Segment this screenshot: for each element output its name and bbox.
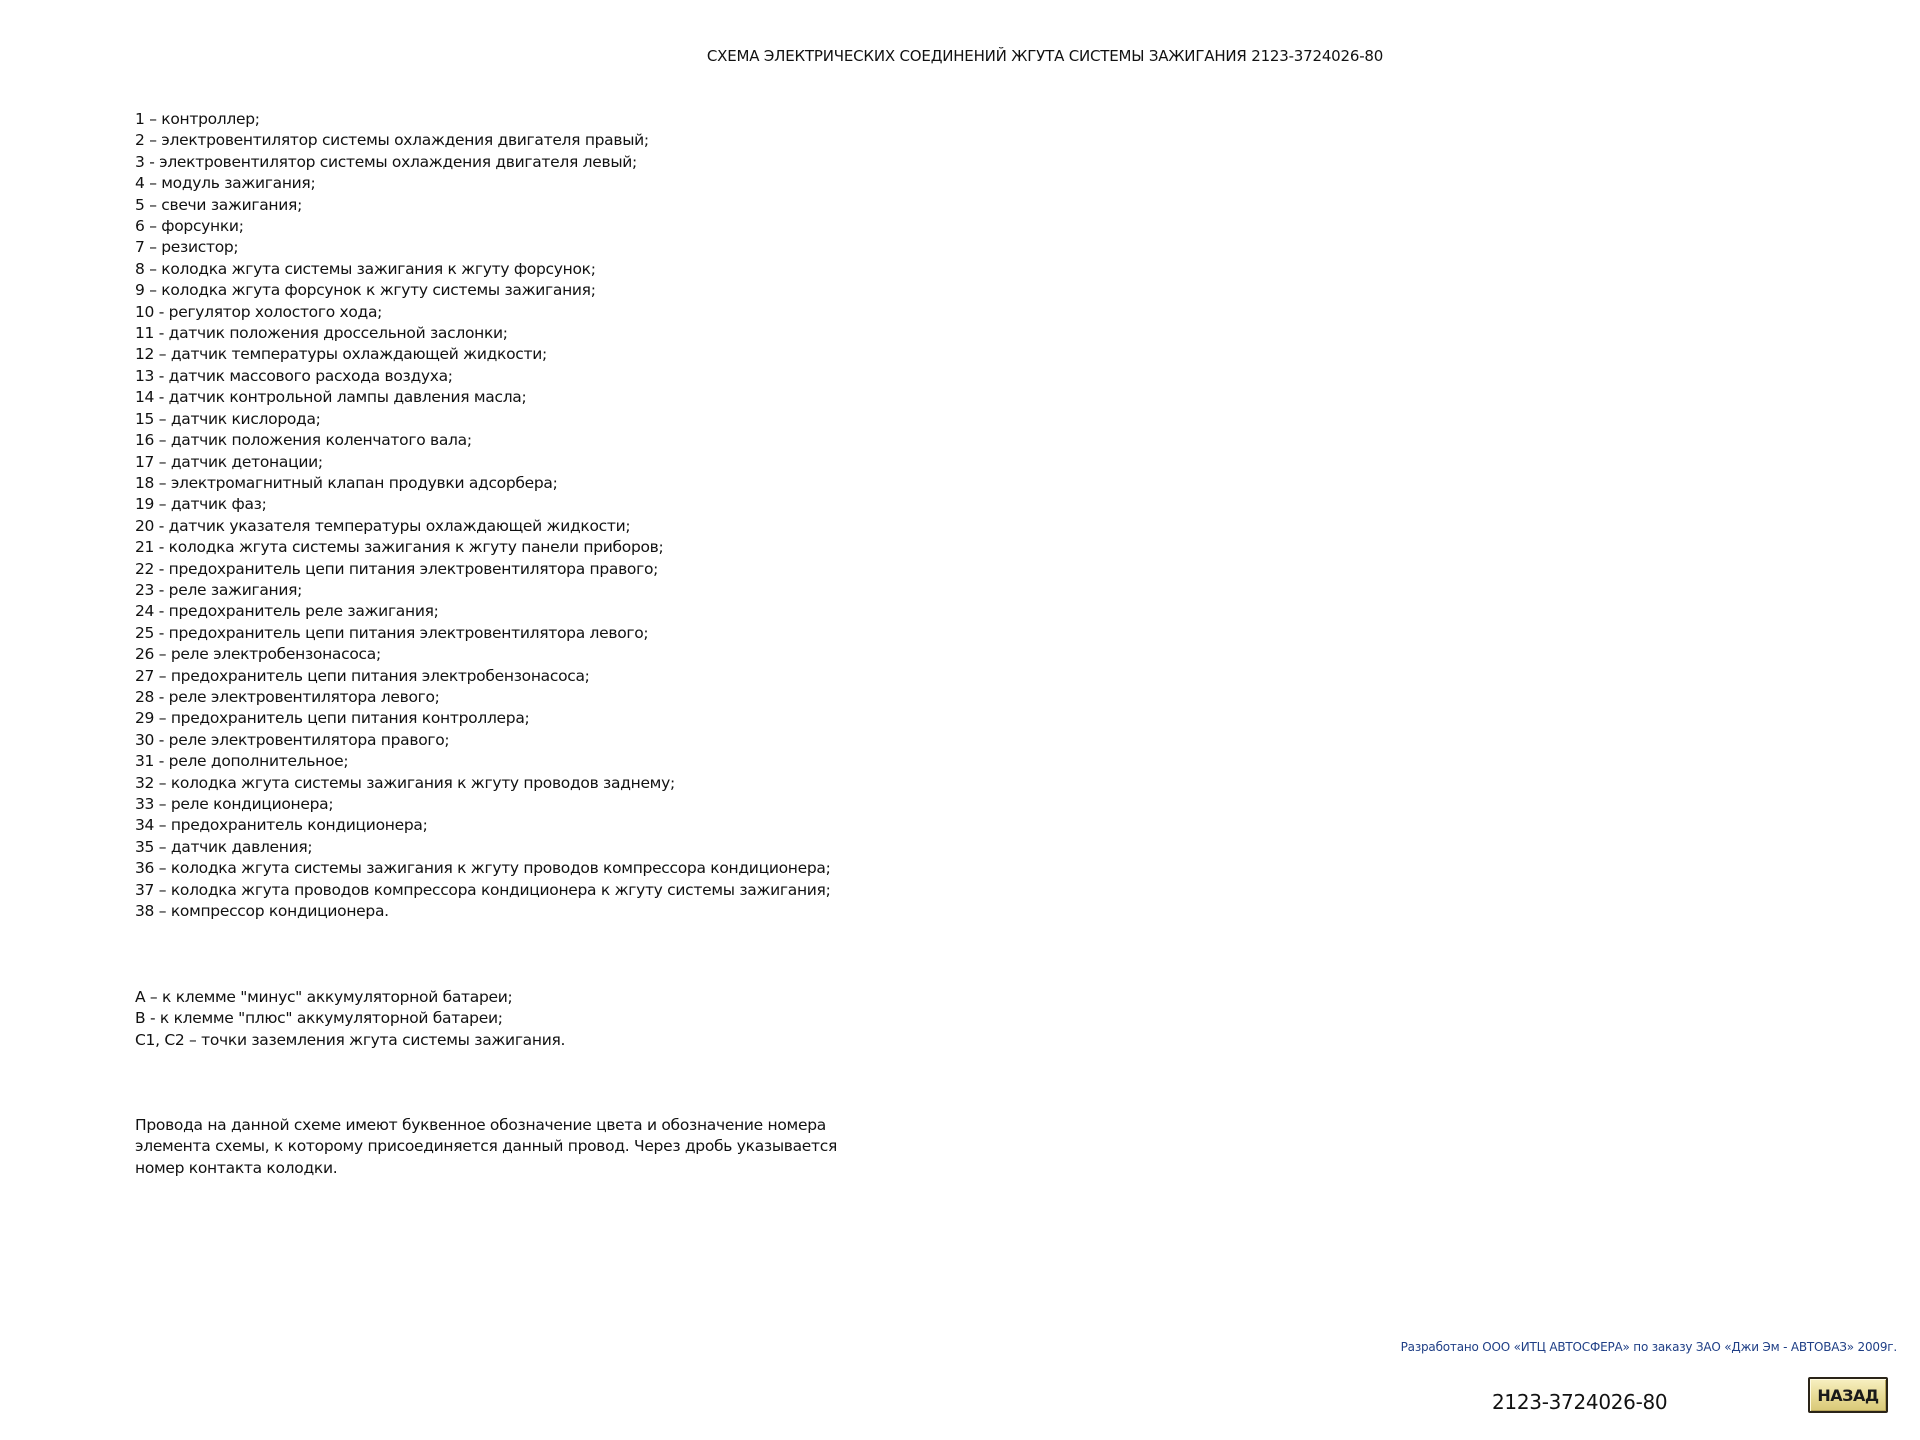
legend-item: 7 – резистор; bbox=[135, 238, 239, 257]
legend-item: 14 - датчик контрольной лампы давления масла; bbox=[135, 388, 527, 407]
connection-point-item: В - к клемме "плюс" аккумуляторной батареи; bbox=[135, 1009, 503, 1028]
legend-item: 16 – датчик положения коленчатого вала; bbox=[135, 431, 472, 450]
legend-item: 15 – датчик кислорода; bbox=[135, 409, 321, 428]
legend-item: 34 – предохранитель кондиционера; bbox=[135, 816, 428, 835]
legend-item: 22 - предохранитель цепи питания электровентилятора правого; bbox=[135, 559, 659, 578]
developer-credit: Разработано ООО «ИТЦ АВТОСФЕРА» по заказу ЗАО «Джи Эм - АВТОВАЗ» 2009г. bbox=[1400, 1340, 1897, 1354]
legend-item: 11 - датчик положения дроссельной заслонки; bbox=[135, 324, 508, 343]
legend-item: 12 – датчик температуры охлаждающей жидкости; bbox=[135, 345, 547, 364]
legend-item: 9 – колодка жгута форсунок к жгуту системы зажигания; bbox=[135, 281, 596, 300]
legend-item: 13 - датчик массового расхода воздуха; bbox=[135, 366, 453, 385]
document-number: 2123-3724026-80 bbox=[1492, 1390, 1668, 1414]
legend-item: 29 – предохранитель цепи питания контроллера; bbox=[135, 709, 530, 728]
legend-item: 36 – колодка жгута системы зажигания к жгуту проводов компрессора кондиционера; bbox=[135, 859, 831, 878]
legend-item: 35 – датчик давления; bbox=[135, 837, 313, 856]
legend-item: 2 – электровентилятор системы охлаждения двигателя правый; bbox=[135, 131, 649, 150]
wiring-note-line: элемента схемы, к которому присоединяется данный провод. Через дробь указывается bbox=[135, 1137, 838, 1156]
wiring-note-line: номер контакта колодки. bbox=[135, 1158, 338, 1177]
wiring-note bbox=[135, 1115, 838, 1179]
legend-item: 23 - реле зажигания; bbox=[135, 580, 303, 599]
legend-item: 8 – колодка жгута системы зажигания к жгуту форсунок; bbox=[135, 259, 596, 278]
connection-point-item: А – к клемме "минус" аккумуляторной батареи; bbox=[135, 988, 513, 1006]
legend-item: 31 - реле дополнительное; bbox=[135, 752, 349, 771]
legend-item: 28 - реле электровентилятора левого; bbox=[135, 687, 440, 706]
legend-item: 21 - колодка жгута системы зажигания к жгуту панели приборов; bbox=[135, 538, 664, 557]
legend-item: 33 – реле кондиционера; bbox=[135, 795, 334, 813]
legend-item: 17 – датчик детонации; bbox=[135, 452, 323, 471]
legend-item: 38 – компрессор кондиционера. bbox=[135, 902, 389, 921]
legend-item: 18 – электромагнитный клапан продувки адсорбера; bbox=[135, 473, 558, 492]
legend-item: 5 – свечи зажигания; bbox=[135, 195, 302, 214]
legend-item: 27 – предохранитель цепи питания электробензонасоса; bbox=[135, 666, 590, 685]
legend-item: 25 - предохранитель цепи питания электровентилятора левого; bbox=[135, 623, 649, 642]
legend-item: 3 - электровентилятор системы охлаждения двигателя левый; bbox=[135, 152, 637, 171]
legend-item: 24 - предохранитель реле зажигания; bbox=[135, 602, 439, 621]
legend-item: 30 - реле электровентилятора правого; bbox=[135, 730, 450, 749]
legend-item: 4 – модуль зажигания; bbox=[135, 174, 316, 193]
back-button[interactable]: НАЗАД bbox=[1808, 1377, 1888, 1413]
legend-item: 20 - датчик указателя температуры охлаждающей жидкости; bbox=[135, 516, 631, 535]
legend-item: 37 – колодка жгута проводов компрессора кондиционера к жгуту системы зажигания; bbox=[135, 880, 831, 899]
connection-point-item: С1, С2 – точки заземления жгута системы зажигания. bbox=[135, 1030, 566, 1049]
legend-item: 1 – контроллер; bbox=[135, 110, 260, 128]
wiring-note-line: Провода на данной схеме имеют буквенное обозначение цвета и обозначение номера bbox=[135, 1116, 826, 1134]
legend-item: 32 – колодка жгута системы зажигания к жгуту проводов заднему; bbox=[135, 773, 675, 792]
legend-item: 10 - регулятор холостого хода; bbox=[135, 302, 383, 321]
legend-item: 6 – форсунки; bbox=[135, 217, 244, 236]
document-title: СХЕМА ЭЛЕКТРИЧЕСКИХ СОЕДИНЕНИЙ ЖГУТА СИСТЕМЫ ЗАЖИГАНИЯ 2123-3724026-80 bbox=[706, 47, 1384, 65]
component-legend bbox=[135, 109, 831, 922]
connection-points-legend bbox=[135, 987, 565, 1051]
legend-item: 26 – реле электробензонасоса; bbox=[135, 645, 381, 664]
legend-item: 19 – датчик фаз; bbox=[135, 495, 267, 514]
